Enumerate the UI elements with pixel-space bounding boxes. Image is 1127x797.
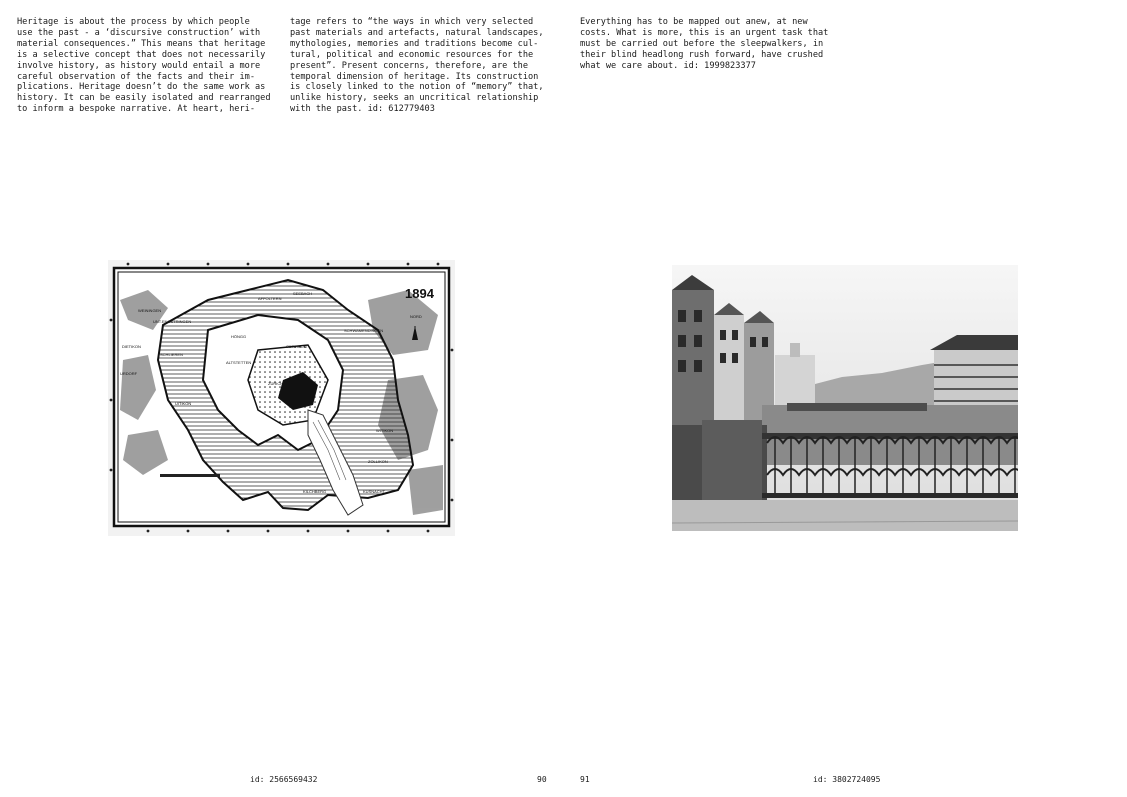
map-place: SEEBACH <box>293 291 313 296</box>
map-place: SCHLIEREN <box>160 352 183 357</box>
map-place: SCHWAMENDINGEN <box>344 328 384 333</box>
north-label: NORD <box>410 314 422 319</box>
map-place: WEININGEN <box>138 308 162 313</box>
map-place: UITIKON <box>175 401 192 406</box>
map-place: WITIKON <box>376 428 394 433</box>
map-place: OERLIKON <box>286 344 307 349</box>
map-place: KILCHBERG <box>303 489 327 494</box>
text-column-2: tage refers to “the ways in which very selected past materials and artefacts, natural landscapes, mythologies, memories and traditions become cul- tural, political and economic resources for the present”. Present concerns, therefore, are the temporal dimension of heritage. Its construction is closely linked to the notion of “memory” that, unlike history, seeks an uncritical relationship with the past. id: 612779403 <box>290 17 544 115</box>
footer-id-right: id: 3802724095 <box>813 775 881 784</box>
map-place: HÖNGG <box>231 334 247 339</box>
map-place: URDORF <box>120 371 138 376</box>
map-place: ALTSTETTEN <box>226 360 252 365</box>
river-photograph-figure <box>672 265 1018 531</box>
text-column-1: Heritage is about the process by which people use the past - a ‘discursive construction’ with material consequences.” This means that heritage is a selective concept that does not necessarily involve history, as history would entail a more careful observation of the facts and their im- plications. Heritage doesn’t do the same work as history. It can be easily isolated and rearranged to inform a bespoke narrative. At heart, heri- <box>17 17 271 115</box>
text-column-3: Everything has to be mapped out anew, at new costs. What is more, this is an urgent task that must be carried out before the sleepwalkers, in their blind headlong rush forward, have crushed what we care about. id: 1999823377 <box>580 17 829 71</box>
map-year: 1894 <box>405 286 434 301</box>
map-place: UNT.ENGSTRINGEN <box>153 319 192 324</box>
historic-map-figure <box>108 260 455 536</box>
page-number-right: 91 <box>580 775 590 784</box>
map-place: ZOLLIKON <box>368 459 388 464</box>
map-place: ZÜRICH <box>268 381 284 386</box>
map-place: KÜSNACHT <box>363 489 386 494</box>
map-place: AFFOLTERN <box>258 296 282 301</box>
page-number-left: 90 <box>537 775 547 784</box>
map-place: DIETIKON <box>122 344 141 349</box>
footer-id-left: id: 2566569432 <box>250 775 318 784</box>
